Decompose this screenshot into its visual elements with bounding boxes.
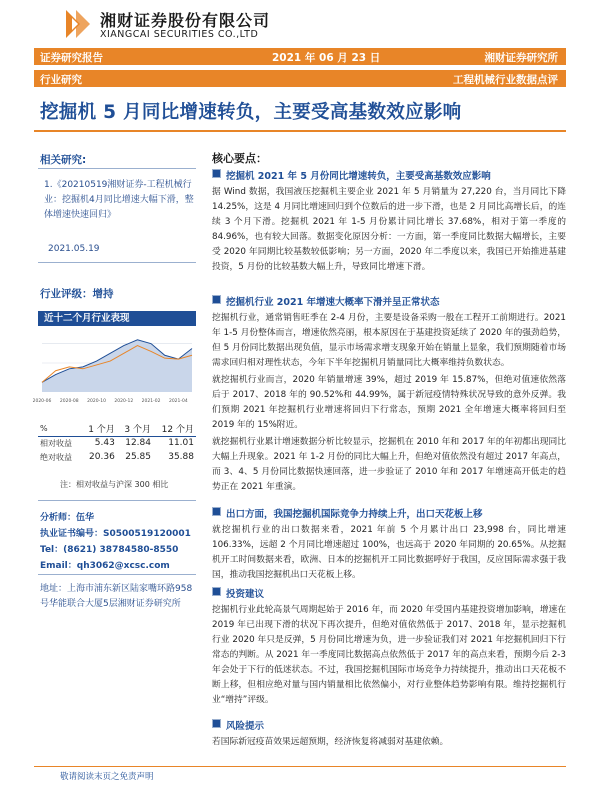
disclaimer-note[interactable]: 敬请阅读末页之免责声明 (60, 772, 154, 782)
header-bar-top (34, 48, 566, 65)
section-export (212, 506, 566, 583)
table-header-cell: 12 个月 (153, 422, 196, 436)
section-investment (212, 586, 566, 708)
section-paragraph: 据 Wind 数据，我国液压挖掘机主要企业 2021 年 5 月销量为 27,220 台，当月同比下降 14.25%，这是 4 月同比增速回归到个位数后的进一步下滑，也是 2 月同比高增长后，的连续 3 个月下滑。挖掘机 2021 年 1-5 月份累计同比增长 37.68%，相对于第一季度的 84.96%，也有较大回落。数据变化原因分析：一方面，第一季度同比数据大幅增长，主要受 2020 年同期比较基数较低影响；另一方面，2020 年二季度以来，我国已开始推进基建投资，5 月份的比较基数大幅上升，导致同比增速下滑。 (212, 187, 566, 272)
section-title-text: 投资建议 (226, 589, 265, 600)
footer-divider (34, 766, 566, 767)
analyst-name: 分析师：伍华 (40, 513, 95, 523)
section-title (212, 718, 566, 732)
chart-x-tick-label: 2020-10 (87, 399, 106, 404)
performance-note: 注：相对收益与沪深 300 相比 (60, 480, 169, 489)
address: 地址：上海市浦东新区陆家嘴环路958号华能联合大厦5层湘财证券研究所 (40, 584, 193, 609)
industry-rating (40, 286, 114, 301)
table-cell: 11.01 (168, 438, 194, 449)
table-header-cell: % (38, 422, 81, 436)
section-title (212, 168, 566, 182)
section-paragraph: 就挖掘机行业而言，2020 年销量增速 39%，超过 2019 年 15.87%，但绝对值速依然落后于 2017、2018 年的 90.52%和 44.99%，属于新冠疫情特殊状况导致的意外反弹。我们预期 2021 年挖掘机行业增速将回归下行常态，预期 2021 全年增速大概率将回归至 2019 年的 15%附近。 (212, 375, 566, 430)
page-title: 挖掘机 5 月同比增速转负，主要受高基数效应影响 (40, 102, 462, 123)
section-paragraph: 就挖掘机行业累计增速数据分析比较显示，挖掘机在 2010 年和 2017 年的年初都出现同比大幅上升现象。2021 年 1-2 月份的同比大幅上升，但绝对值依然没有超过 2017 年高点，而 3、4、5 月份同比数据快速回落，进一步验证了 2010 年和 2017 年增速高开低走的趋势正在 2021 年重演。 (212, 437, 566, 492)
report-series: 工程机械行业数据点评 (453, 74, 558, 86)
title-divider (34, 130, 566, 132)
table-row (38, 450, 196, 464)
company-logo-icon (60, 6, 94, 42)
chart-x-tick-label: 2020-08 (59, 399, 79, 404)
section-sales (212, 168, 566, 275)
performance-table (38, 422, 196, 464)
section-paragraph: 就挖掘机行业的出口数据来看，2021 年前 5 个月累计出口 23,998 台，同比增速 106.33%，远超 2 个月同比增速超过 100%，也远高于 2020 年同期的 20.65%。从挖掘机开工时间数据来看，欧洲、日本的挖掘机开工同比数据呼好于我国，反应国际需求强于我国，推动我国挖掘机出口天花板上移。 (212, 525, 566, 580)
section-title (212, 506, 566, 520)
sidebar-divider (38, 262, 196, 263)
table-cell: 5.43 (94, 438, 115, 449)
report-date: 2021 年 06 月 23 日 (272, 52, 381, 64)
chart-x-tick-label: 2021-02 (141, 399, 161, 404)
chart-x-tick-label: 2021-04 (168, 399, 188, 404)
section-risk (212, 718, 566, 750)
table-header-row (38, 422, 196, 436)
row-label: 相对收益 (40, 438, 72, 448)
square-bullet-icon (212, 507, 221, 516)
section-title (212, 586, 566, 600)
related-research-link[interactable]: 1.《20210519湘财证券-工程机械行业：挖掘机4月同比增速大幅下滑，整体增速快速回归》 (44, 180, 194, 220)
company-brand (60, 6, 290, 44)
analyst-email[interactable]: Email：qh3062@xcsc.com (40, 561, 170, 571)
section-title-text: 挖掘机行业 2021 年增速大概率下滑并呈正常状态 (226, 297, 440, 308)
analyst-phone: Tel：(8621) 38784580-8550 (40, 545, 179, 555)
report-category: 行业研究 (40, 74, 82, 86)
industry-performance-chart (32, 330, 196, 404)
square-bullet-icon (212, 169, 221, 178)
company-name-en: XIANGCAI SECURITIES CO.,LTD (100, 29, 259, 40)
chart-title: 近十二个月行业表现 (38, 311, 196, 326)
section-paragraph: 挖掘机行业，通常销售旺季在 2-4 月份，主要是设备采购一般在工程开工前期进行。2021 年 1-5 月份整体而言，增速依然亮丽，根本原因在于基建投资延续了 2020 年的强劲趋势，但 5 月份同比数据出现负值，显示市场需求增支现象开始在销量上显象，我们预期随着市场需求回归相对理性状态，今年下半年挖掘机月销量同比大概率维持负数状态。 (212, 313, 566, 368)
section-paragraph: 若国际新冠疫苗效果远超预期，经济恢复将减弱对基建依赖。 (212, 737, 449, 747)
table-cell: 20.36 (89, 452, 115, 462)
square-bullet-icon (212, 295, 221, 304)
square-bullet-icon (212, 719, 221, 728)
related-research-date: 2021.05.19 (48, 244, 100, 254)
sidebar-divider (38, 500, 196, 501)
chart-x-tick-label: 2020-12 (114, 399, 134, 404)
related-research-label: 相关研究: (40, 154, 87, 166)
rating-value: 增持 (92, 288, 114, 300)
sidebar-divider (38, 574, 196, 575)
key-points-heading: 核心要点： (212, 152, 267, 165)
chart-area-industry (42, 340, 192, 392)
row-label: 绝对收益 (40, 452, 72, 462)
rating-label: 行业评级： (40, 288, 93, 300)
analyst-cert: 执业证书编号：S0500519120001 (40, 529, 191, 539)
section-growth (212, 294, 566, 495)
table-cell: 25.85 (125, 452, 151, 462)
sidebar-divider (38, 168, 196, 169)
section-title-text: 挖掘机 2021 年 5 月份同比增速转负，主要受高基数效应影响 (226, 171, 491, 182)
table-row (38, 436, 196, 450)
table-cell: 35.88 (168, 452, 194, 462)
company-name-cn: 湘财证券股份有限公司 (100, 11, 271, 30)
report-type: 证券研究报告 (40, 52, 103, 64)
section-title (212, 294, 566, 308)
square-bullet-icon (212, 587, 221, 596)
section-title-text: 出口方面，我国挖掘机国际竞争力持续上升，出口天花板上移 (226, 509, 483, 520)
table-header-cell: 3 个月 (117, 422, 153, 436)
table-cell: 12.84 (125, 438, 151, 449)
header-bar-bottom (34, 70, 566, 87)
chart-x-tick-label: 2020-06 (32, 399, 52, 404)
section-title-text: 风险提示 (226, 721, 265, 732)
table-header-cell: 1 个月 (81, 422, 117, 436)
institute-name: 湘财证券研究所 (484, 52, 558, 64)
section-paragraph: 挖掘机行业此轮高景气周期起始于 2016 年，而 2020 年受国内基建投资增加影响，增速在 2019 年已出现下滑的状况下再次提升，但绝对值依然低于 2017、2018 年，显示挖掘机行业 2020 年只是反弹，5 月份同比增速为负，进一步验证我们对 2021 年挖掘机回归下行常态的判断。从 2021 年一季度同比数据高点依然低于 2017 年的高点来看，预期今后 2-3 年会处于下行的低迷状态。不过，我国挖掘机国际市场竞争力持续提升，推动出口天花板不断上移，但相应绝对量与国内销量相比依然偏小，对行业整体趋势影响有限。维持挖掘机行业“增持”评级。 (212, 605, 566, 705)
